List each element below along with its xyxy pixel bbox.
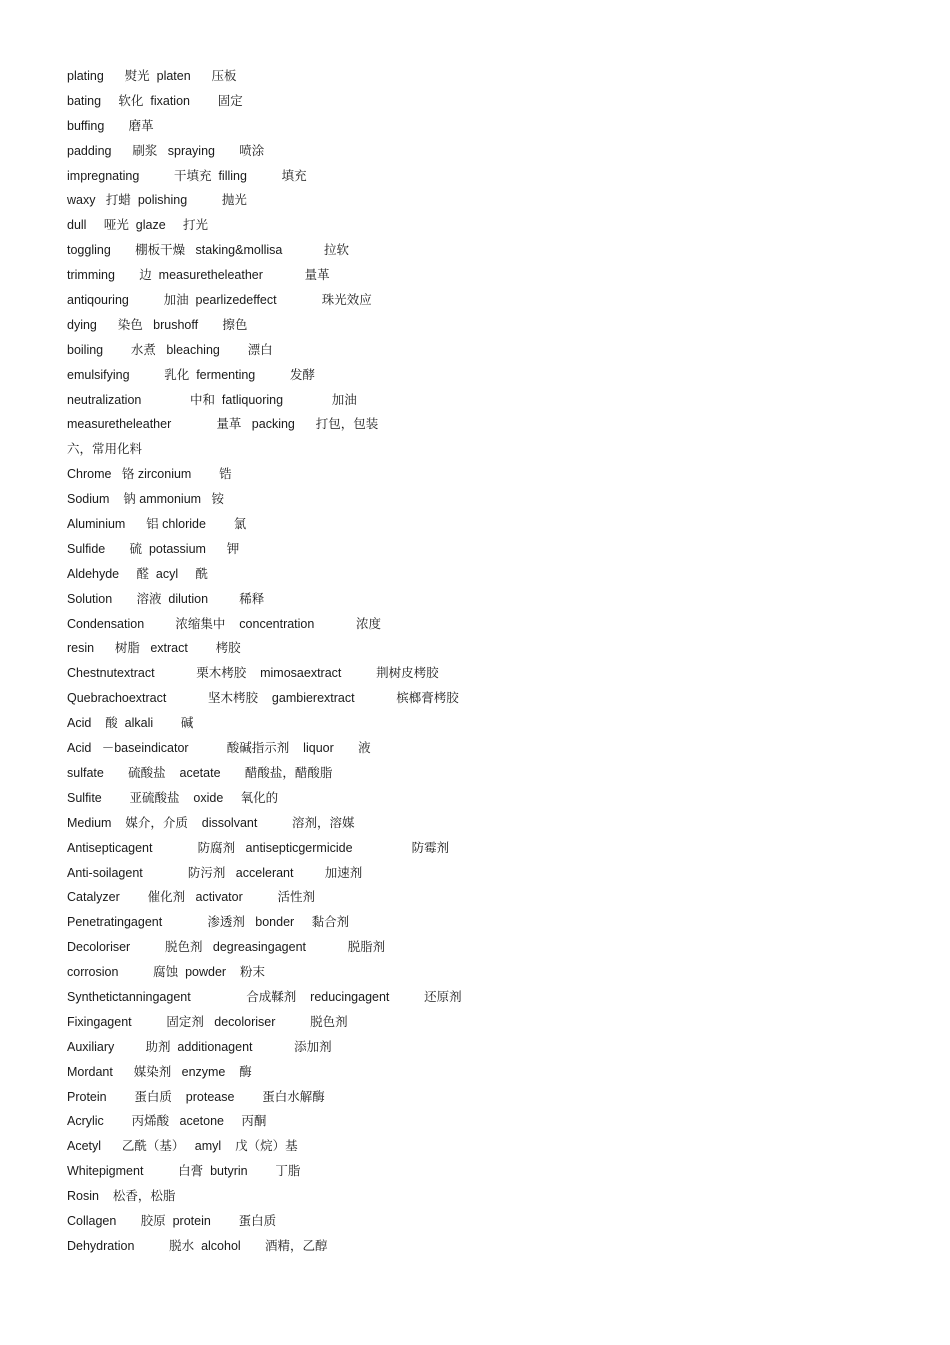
glossary-line: emulsifying 乳化 fermenting 发酵	[67, 367, 315, 382]
glossary-line: Fixingagent 固定剂 decoloriser 脱色剂	[67, 1014, 348, 1029]
glossary-line: Auxiliary 助剂 additionagent 添加剂	[67, 1039, 332, 1054]
glossary-line: Decoloriser 脱色剂 degreasingagent 脱脂剂	[67, 940, 386, 955]
glossary-line: boiling 水煮 bleaching 漂白	[67, 342, 273, 357]
glossary-line: padding 刷浆 spraying 喷涂	[67, 143, 265, 158]
glossary-line: corrosion 腐蚀 powder 粉末	[67, 965, 265, 980]
glossary-line: Catalyzer 催化剂 activator 活性剂	[67, 890, 315, 905]
glossary-line: Acrylic 丙烯酸 acetone 丙酮	[67, 1114, 267, 1129]
glossary-line: Penetratingagent 渗透剂 bonder 黏合剂	[67, 915, 350, 930]
glossary-line: Rosin 松香，松脂	[67, 1189, 176, 1204]
glossary-line: dull 哑光 glaze 打光	[67, 218, 209, 233]
glossary-line: plating 熨光 platen 压板	[67, 69, 237, 83]
glossary-line: Mordant 媒染剂 enzyme 酶	[67, 1064, 252, 1079]
glossary-line: Whitepigment 白膏 butyrin 丁脂	[67, 1164, 301, 1179]
section-heading: 六，常用化料	[67, 442, 143, 457]
glossary-line: sulfate 硫酸盐 acetate 醋酸盐，醋酸脂	[67, 765, 333, 780]
glossary-line: Antisepticagent 防腐剂 antisepticgermicide 防霉剂	[67, 840, 450, 855]
glossary-line: Synthetictanningagent 合成鞣剂 reducingagent 还原剂	[67, 989, 462, 1004]
glossary-line: Condensation 浓缩集中 concentration 浓度	[67, 616, 382, 631]
glossary-line: Protein 蛋白质 protease 蛋白水解酶	[67, 1089, 325, 1104]
glossary-line: Anti-soilagent 防污剂 accelerant 加速剂	[67, 865, 363, 880]
glossary-line: Sulfide 硫 potassium 钾	[67, 541, 240, 556]
glossary-line: Collagen 胶原 protein 蛋白质	[67, 1213, 277, 1228]
glossary-line: Chrome 铬 zirconium 锆	[67, 467, 232, 482]
glossary-line: Acid －baseindicator 酸碱指示剂 liquor 液	[67, 741, 371, 756]
glossary-line: neutralization 中和 fatliquoring 加油	[67, 392, 357, 407]
glossary-line: measuretheleather 量革 packing 打包，包装	[67, 417, 379, 432]
glossary-list	[67, 66, 887, 1261]
glossary-line: Medium 媒介，介质 dissolvant 溶剂，溶媒	[67, 815, 355, 830]
glossary-line: Aldehyde 醛 acyl 酰	[67, 566, 209, 581]
glossary-line: dying 染色 brushoff 擦色	[67, 317, 248, 332]
glossary-line: Chestnutextract 栗木栲胶 mimosaextract 荆树皮栲胶	[67, 666, 439, 681]
glossary-line: Acetyl 乙酰（基） amyl 戊（烷）基	[67, 1139, 298, 1154]
glossary-line: antiqouring 加油 pearlizedeffect 珠光效应	[67, 293, 372, 308]
glossary-line: Quebrachoextract 坚木栲胶 gambierextract 槟榔膏栲胶	[67, 691, 459, 706]
glossary-line: Sodium 钠 ammonium 铵	[67, 492, 224, 507]
glossary-line: Sulfite 亚硫酸盐 oxide 氧化的	[67, 790, 279, 805]
glossary-line: Aluminium 铝 chloride 氯	[67, 517, 247, 532]
glossary-line: Acid 酸 alkali 碱	[67, 716, 194, 731]
glossary-line: bating 软化 fixation 固定	[67, 93, 243, 108]
glossary-line: trimming 边 measuretheleather 量革	[67, 268, 330, 283]
glossary-line: buffing 磨革	[67, 118, 154, 133]
glossary-line: waxy 打蜡 polishing 抛光	[67, 193, 247, 208]
glossary-line: Solution 溶液 dilution 稀释	[67, 591, 265, 606]
glossary-line: Dehydration 脱水 alcohol 酒精，乙醇	[67, 1238, 328, 1253]
glossary-line: resin 树脂 extract 栲胶	[67, 641, 241, 656]
glossary-line: impregnating 干填充 filling 填充	[67, 168, 307, 183]
glossary-line: toggling 棚板干燥 staking&mollisa 拉软	[67, 243, 350, 258]
